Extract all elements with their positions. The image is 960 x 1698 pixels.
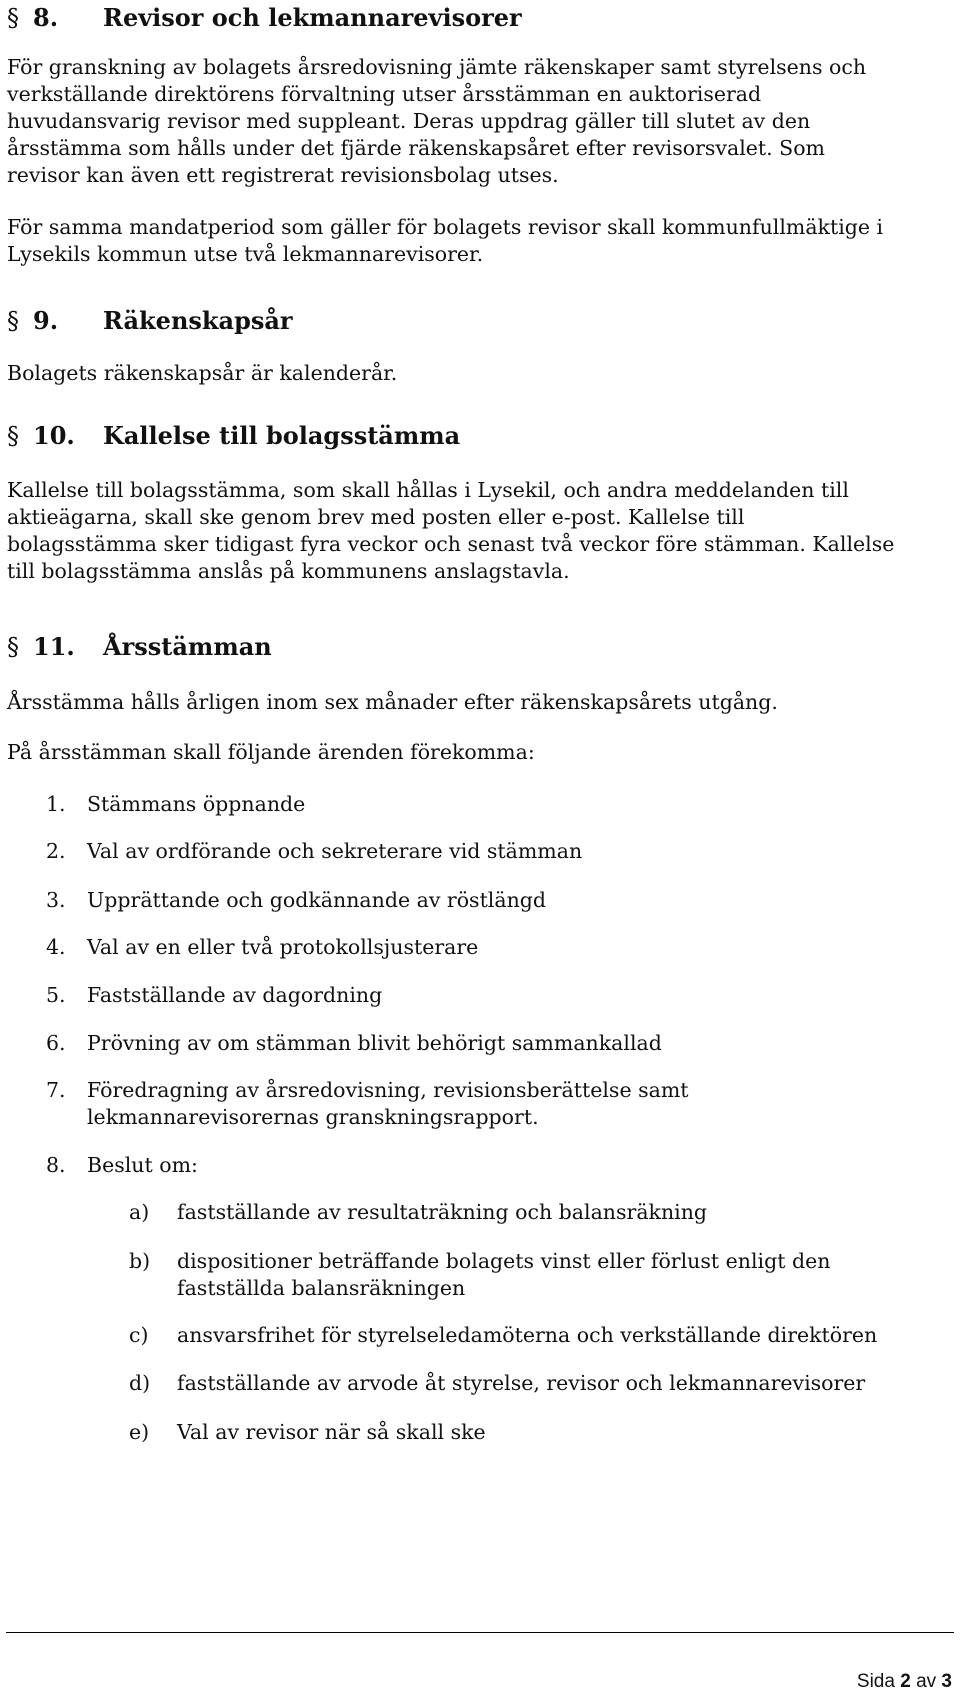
list-item-text: Upprättande och godkännande av röstlängd: [87, 888, 547, 912]
list-item-text: Beslut om:: [87, 1153, 198, 1177]
section-title: Revisor och lekmannarevisorer: [103, 3, 522, 32]
section-number: 10.: [33, 421, 75, 450]
section-symbol: §: [7, 4, 19, 32]
section-11-paragraph-1: [7, 689, 957, 716]
section-symbol: §: [7, 422, 19, 450]
list-item-number: 4.: [46, 935, 66, 959]
text-line: Bolagets räkenskapsår är kalenderår.: [7, 361, 398, 385]
list-item-text: Fastställande av dagordning: [87, 983, 383, 1007]
list-item-text: Föredragning av årsredovisning, revisionsberättelse samt: [87, 1078, 689, 1102]
sublist-item-text: ansvarsfrihet för styrelseledamöterna och verkställande direktören: [177, 1323, 878, 1347]
list-item-number: 7.: [46, 1078, 66, 1102]
page-number-prefix: Sida: [856, 1671, 895, 1692]
section-heading-9: [7, 303, 293, 339]
sublist-item-text: fastställande av resultaträkning och balansräkning: [177, 1200, 708, 1224]
text-line: Kallelse till bolagsstämma, som skall hållas i Lysekil, och andra meddelanden till: [7, 478, 849, 502]
section-number: 8.: [33, 3, 59, 32]
page-number-separator: av: [916, 1671, 937, 1692]
section-symbol: §: [7, 307, 19, 335]
text-line: huvudansvarig revisor med suppleant. Deras uppdrag gäller till slutet av den: [7, 109, 811, 133]
text-line: Lysekils kommun utse två lekmannarevisorer.: [7, 242, 484, 266]
text-line: Årsstämma hålls årligen inom sex månader efter räkenskapsårets utgång.: [7, 690, 778, 714]
section-8-paragraph-1: [7, 54, 957, 189]
section-10-paragraph: [7, 477, 957, 585]
text-line: bolagsstämma sker tidigast fyra veckor och senast två veckor före stämman. Kallelse: [7, 532, 895, 556]
section-heading-8: [7, 0, 522, 36]
sublist-item-label: c): [129, 1323, 149, 1347]
footer-divider: [6, 1632, 954, 1633]
section-title: Kallelse till bolagsstämma: [103, 421, 461, 450]
list-item-text: Prövning av om stämman blivit behörigt sammankallad: [87, 1031, 662, 1055]
list-item-number: 3.: [46, 888, 66, 912]
section-number: 9.: [33, 306, 59, 335]
section-title: Årsstämman: [103, 632, 272, 661]
sublist-item-text: fastställande av arvode åt styrelse, revisor och lekmannarevisorer: [177, 1371, 866, 1395]
sublist-item-text: Val av revisor när så skall ske: [177, 1420, 486, 1444]
text-line: till bolagsstämma anslås på kommunens anslagstavla.: [7, 559, 570, 583]
text-line: revisor kan även ett registrerat revisionsbolag utses.: [7, 163, 559, 187]
list-item-number: 2.: [46, 839, 66, 863]
sublist-item-label: b): [129, 1249, 151, 1273]
page-number-total: 3: [941, 1671, 952, 1692]
sublist-item-label: e): [129, 1420, 150, 1444]
list-item-text: Val av en eller två protokollsjusterare: [87, 935, 479, 959]
text-line: På årsstämman skall följande ärenden förekomma:: [7, 740, 535, 764]
section-number: 11.: [33, 632, 75, 661]
text-line: verkställande direktörens förvaltning utser årsstämman en auktoriserad: [7, 82, 762, 106]
sublist-item-text: fastställda balansräkningen: [177, 1276, 466, 1300]
list-item-text: Val av ordförande och sekreterare vid stämman: [87, 839, 583, 863]
text-line: aktieägarna, skall ske genom brev med posten eller e-post. Kallelse till: [7, 505, 745, 529]
list-item-number: 8.: [46, 1153, 66, 1177]
section-symbol: §: [7, 633, 19, 661]
text-line: årsstämma som hålls under det fjärde räkenskapsåret efter revisorsvalet. Som: [7, 136, 825, 160]
page-number: [857, 1670, 952, 1694]
sublist-item-label: a): [129, 1200, 150, 1224]
section-9-paragraph: [7, 360, 957, 387]
section-11-paragraph-2: [7, 739, 957, 766]
text-line: För granskning av bolagets årsredovisning jämte räkenskaper samt styrelsens och: [7, 55, 867, 79]
list-item-text: lekmannarevisorernas granskningsrapport.: [87, 1105, 539, 1129]
text-line: För samma mandatperiod som gäller för bolagets revisor skall kommunfullmäktige i: [7, 215, 884, 239]
list-item-number: 6.: [46, 1031, 66, 1055]
section-title: Räkenskapsår: [103, 306, 293, 335]
page-number-current: 2: [900, 1671, 911, 1692]
list-item-number: 1.: [46, 792, 66, 816]
section-heading-10: [7, 418, 460, 454]
section-heading-11: [7, 629, 272, 665]
section-8-paragraph-2: [7, 214, 957, 268]
sublist-item-text: dispositioner beträffande bolagets vinst eller förlust enligt den: [177, 1249, 831, 1273]
list-item-text: Stämmans öppnande: [87, 792, 306, 816]
list-item-number: 5.: [46, 983, 66, 1007]
sublist-item-label: d): [129, 1371, 151, 1395]
